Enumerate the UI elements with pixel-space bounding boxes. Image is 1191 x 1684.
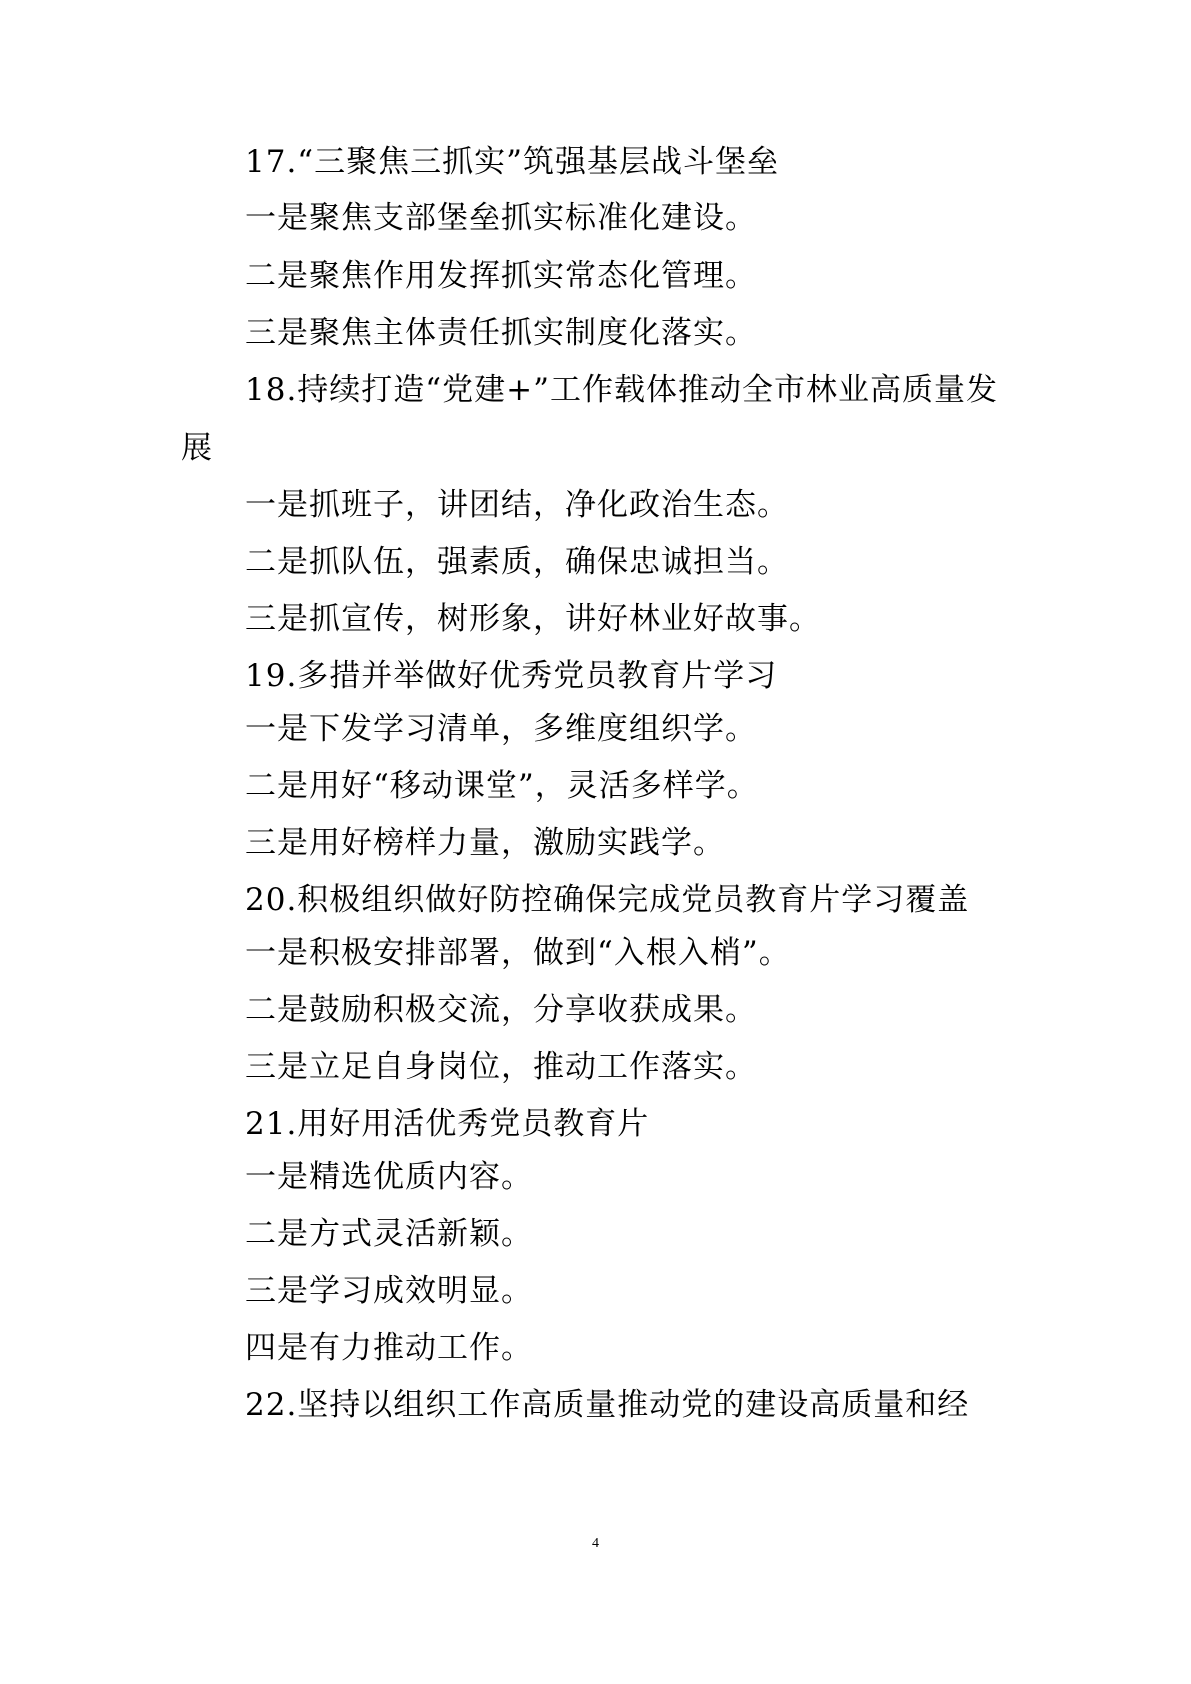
paragraph-line: 三是用好榜样力量，激励实践学。 — [245, 825, 725, 861]
paragraph-line: 三是抓宣传，树形象，讲好林业好故事。 — [245, 601, 821, 637]
paragraph-line: 一是积极安排部署，做到“入根入梢”。 — [245, 935, 791, 971]
paragraph-line: 三是立足自身岗位，推动工作落实。 — [245, 1049, 757, 1085]
paragraph-line: 三是聚焦主体责任抓实制度化落实。 — [245, 315, 757, 351]
paragraph-line: 一是抓班子，讲团结，净化政治生态。 — [245, 487, 789, 523]
section-heading-22: 22.坚持以组织工作高质量推动党的建设高质量和经 — [245, 1387, 970, 1423]
paragraph-line: 二是鼓励积极交流，分享收获成果。 — [245, 992, 757, 1028]
paragraph-line: 二是用好“移动课堂”，灵活多样学。 — [245, 768, 759, 804]
section-heading-17: 17.“三聚焦三抓实”筑强基层战斗堡垒 — [245, 144, 779, 180]
paragraph-line: 二是方式灵活新颖。 — [245, 1216, 533, 1252]
paragraph-line: 二是抓队伍，强素质，确保忠诚担当。 — [245, 544, 789, 580]
section-heading-21: 21.用好用活优秀党员教育片 — [245, 1106, 650, 1142]
section-heading-18-continuation: 展 — [181, 430, 213, 466]
section-heading-18: 18.持续打造“党建+”工作载体推动全市林业高质量发 — [245, 372, 998, 408]
section-heading-20: 20.积极组织做好防控确保完成党员教育片学习覆盖 — [245, 882, 970, 918]
page-number: 4 — [592, 1536, 599, 1551]
paragraph-line: 一是聚焦支部堡垒抓实标准化建设。 — [245, 200, 757, 236]
paragraph-line: 二是聚焦作用发挥抓实常态化管理。 — [245, 258, 757, 294]
paragraph-line: 一是下发学习清单，多维度组织学。 — [245, 711, 757, 747]
section-heading-19: 19.多措并举做好优秀党员教育片学习 — [245, 658, 778, 694]
paragraph-line: 三是学习成效明显。 — [245, 1273, 533, 1309]
paragraph-line: 四是有力推动工作。 — [245, 1330, 533, 1366]
paragraph-line: 一是精选优质内容。 — [245, 1159, 533, 1195]
